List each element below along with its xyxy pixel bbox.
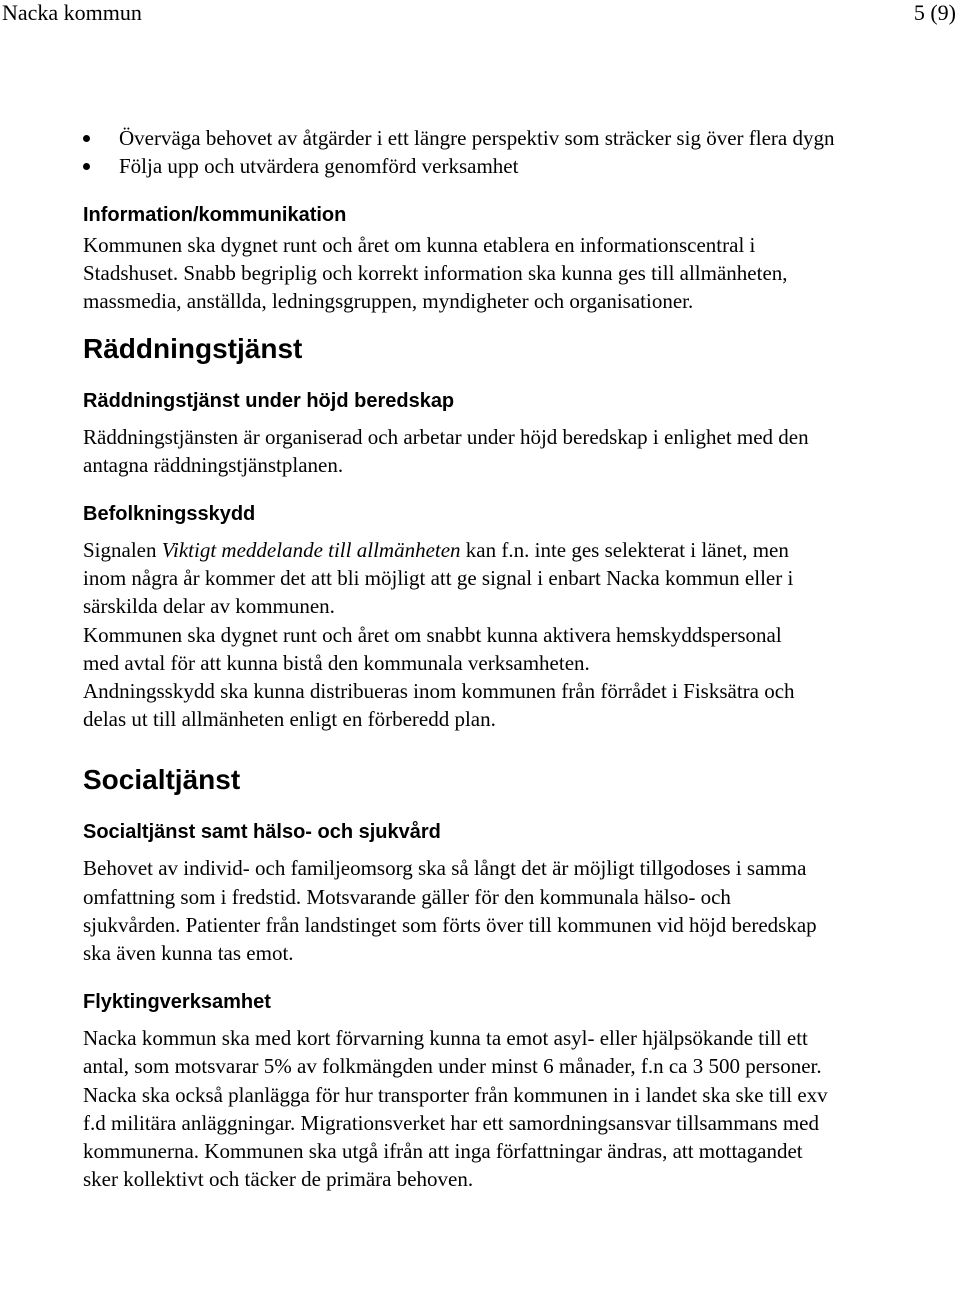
document-body bbox=[83, 124, 843, 1193]
paragraph-socialtjanst: Behovet av individ- och familjeomsorg ska så långt det är möjligt tillgodoses i samma omfattning som i fredstid. Motsvarande gäller för den kommunala hälso- och sjukvården. Patienter från landstinget som förts över till kommunen vid höjd beredskap ska även kunna tas emot. bbox=[83, 856, 817, 966]
list-item-text: Följa upp och utvärdera genomförd verksamhet bbox=[119, 154, 519, 178]
page-header bbox=[0, 0, 960, 26]
section-heading-raddningstjanst: Räddningstjänst bbox=[83, 332, 303, 364]
subsection-heading-halso-sjukvard: Socialtjänst samt hälso- och sjukvård bbox=[83, 821, 441, 844]
document-owner: Nacka kommun bbox=[2, 0, 142, 25]
list-item-text: Överväga behovet av åtgärder i ett längre perspektiv som sträcker sig över flera dygn bbox=[119, 126, 835, 150]
list-item bbox=[83, 152, 843, 180]
section-heading-socialtjanst: Socialtjänst bbox=[83, 764, 241, 796]
page-number: 5 (9) bbox=[913, 0, 956, 25]
paragraph-befolkningsskydd-signal bbox=[83, 536, 813, 621]
paragraph-raddningstjanst: Räddningstjänsten är organiserad och arbetar under höjd beredskap i enlighet med den antagna räddningstjänstplanen. bbox=[83, 424, 809, 477]
subsection-heading-befolkningsskydd: Befolkningsskydd bbox=[83, 503, 256, 526]
bullet-list bbox=[83, 124, 843, 180]
signal-name: Viktigt meddelande till allmänheten bbox=[161, 538, 461, 563]
subsection-heading-hojd-beredskap: Räddningstjänst under höjd beredskap bbox=[83, 389, 455, 412]
bullet-icon bbox=[83, 163, 90, 170]
paragraph-andningsskydd: Andningsskydd ska kunna distribueras inom kommunen från förrådet i Fisksätra och delas ut till allmänheten enligt en förberedd plan. bbox=[83, 679, 795, 732]
section-heading-information: Information/kommunikation bbox=[83, 204, 347, 226]
bullet-icon bbox=[83, 135, 90, 142]
text-run: kan f.n. inte ges selekterat i länet, men inom några år kommer det att bli möjligt att ge signal i enbart Nacka kommun eller i särskilda delar av kommunen. bbox=[83, 538, 794, 619]
text-run: Signalen bbox=[83, 538, 162, 563]
list-item bbox=[83, 124, 843, 152]
paragraph-information: Kommunen ska dygnet runt och året om kunna etablera en informationscentral i Stadshuset. Snabb begriplig och korrekt information ska kunna ges till allmänheten, massmedia, anställda, ledningsgruppen, myndigheter och organisationer. bbox=[83, 233, 788, 314]
paragraph-flyktingverksamhet: Nacka kommun ska med kort förvarning kunna ta emot asyl- eller hjälpsökande till ett antal, som motsvarar 5% av folkmängden under minst 6 månader, f.n ca 3 500 personer. Nacka ska också planlägga för hur transporter från kommunen in i landet ska ske till exv f.d militära anläggningar. Migrationsverket har ett samordningsansvar tillsammans med kommunerna. Kommunen ska utgå ifrån att inga författningar ändras, att mottagandet sker kollektivt och täcker de primära behoven. bbox=[83, 1026, 828, 1192]
paragraph-hemskydd: Kommunen ska dygnet runt och året om snabbt kunna aktivera hemskyddspersonal med avtal för att kunna bistå den kommunala verksamheten. bbox=[83, 622, 782, 675]
subsection-heading-flyktingverksamhet: Flyktingverksamhet bbox=[83, 991, 271, 1014]
